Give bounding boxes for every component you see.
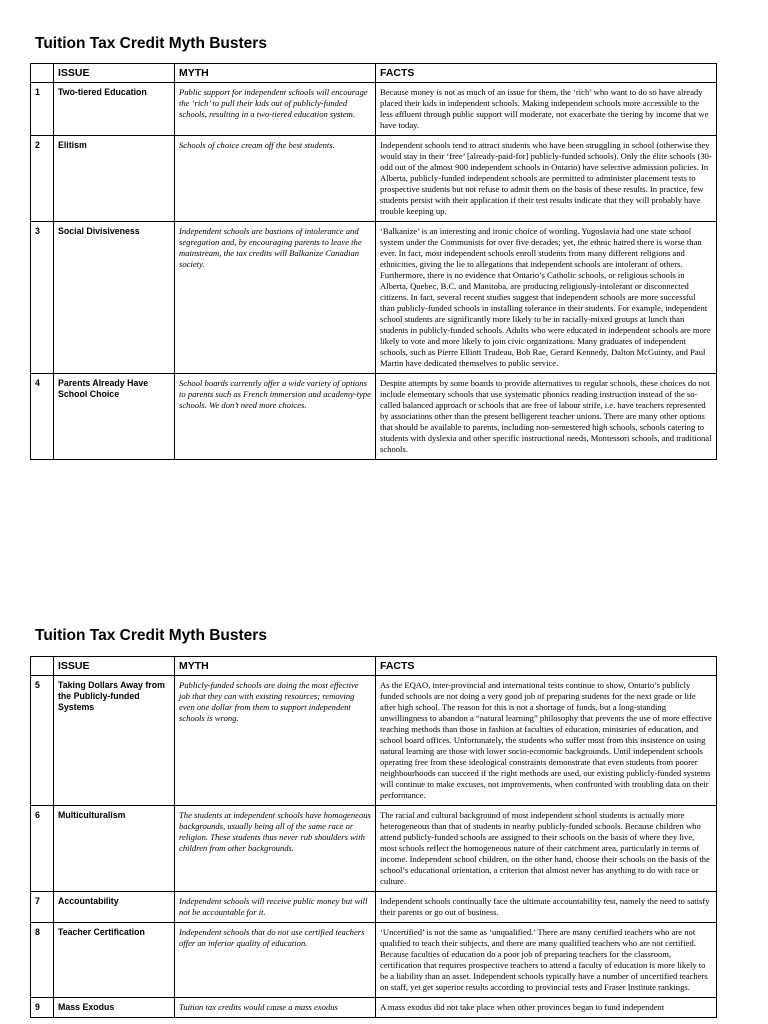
- issue-cell: Multiculturalism: [54, 806, 175, 892]
- facts-cell: Independent schools continually face the ultimate accountability test, namely the need to satisfy their parents or go out of business.: [376, 892, 717, 923]
- row-number: 6: [31, 806, 54, 892]
- issue-cell: Taking Dollars Away from the Publicly-funded Systems: [54, 676, 175, 806]
- myth-cell: Public support for independent schools will encourage the ‘rich’ to pull their kids out of publicly-funded schools, resulting in a two-tiered education system.: [175, 83, 376, 136]
- facts-cell: ‘Balkanize’ is an interesting and ironic choice of wording. Yugoslavia had one state school system under the Communists for over five decades; yet, the ethnic hatred there is worse than ever. In fact, most independent schools enroll students from many different religions and ethnicities, giving the lie to allegations that independent schools are intolerant of others. Furthermore, there is no evidence that Ontario’s Catholic schools, or religious schools in Alberta, Quebec, B.C. and Manitoba, are producing religiously-intolerant or disconnected citizens. In fact, several recent studies suggest that independent schools are more successful than publicly-funded schools in installing tolerance in their students. For example, independent school students are significantly more likely to be in racially-mixed groups at lunch than students in publicly-funded schools. Adults who were educated in independent schools are more likely to vote and more likely to join civic organizations. Many graduates of independent schools, such as Pierre Elliott Trudeau, Bob Rae, Gerard Kennedy, Dalton McGuinty, and Paul Martin have dedicated themselves to public service.: [376, 222, 717, 374]
- row-number: 5: [31, 676, 54, 806]
- myth-cell: School boards currently offer a wide variety of options to parents such as French immersion and academy-type schools. We don’t need more choices.: [175, 374, 376, 460]
- table-header-row: [31, 657, 717, 676]
- table-header-row: [31, 64, 717, 83]
- table-row: [31, 892, 717, 923]
- facts-cell: Independent schools tend to attract students who have been struggling in school (otherwise they would stay in their ‘free’ [already-paid-for] publicly-funded schools). Only the élite schools (30-odd out of the almost 900 independent schools in Ontario) have selective admission policies. In Alberta, publicly-funded independent schools are permitted to administer placement tests to prospective students but not refuse to admit them on the basis of these results. In practice, few students persist with their application if their test results indicate that they will probably have trouble keeping up.: [376, 136, 717, 222]
- table-row: [31, 374, 717, 460]
- issue-cell: Mass Exodus: [54, 998, 175, 1018]
- facts-cell: Despite attempts by some boards to provide alternatives to regular schools, these choices do not include elementary schools that use systematic phonics reading instruction instead of the so-called balanced approach or schools that are free of labour strife, i.e. have teachers represented by associations other than the present belligerent teacher unions. There are many other options that should be available to parents, including non-semestered high schools, schools catering to students with dyslexia and other specific instructional needs, Montessori schools, and traditional schools.: [376, 374, 717, 460]
- table-row: [31, 222, 717, 374]
- header-facts: FACTS: [376, 64, 717, 83]
- header-facts: FACTS: [376, 657, 717, 676]
- myth-cell: Schools of choice cream off the best students.: [175, 136, 376, 222]
- facts-cell: Because money is not as much of an issue for them, the ‘rich’ who want to do so have already placed their kids in independent schools. Making independent schools more accessible to the less affluent through public support will moderate, not exacerbate the tiering by income that we have today.: [376, 83, 717, 136]
- page-title: Tuition Tax Credit Myth Busters: [35, 627, 267, 644]
- row-number: 2: [31, 136, 54, 222]
- row-number: 1: [31, 83, 54, 136]
- header-number: [31, 64, 54, 83]
- table-row: [31, 923, 717, 998]
- myth-cell: Independent schools will receive public money but will not be accountable for it.: [175, 892, 376, 923]
- row-number: 3: [31, 222, 54, 374]
- myth-cell: Independent schools are bastions of intolerance and segregation and, by encouraging parents to leave the mainstream, the tax credits will Balkanize Canadian society.: [175, 222, 376, 374]
- myth-busters-table: [30, 63, 717, 460]
- facts-cell: The racial and cultural background of most independent school students is actually more heterogeneous than that of students in nearby publicly-funded schools. Because children who attend publicly-funded schools are assigned to their schools on the basis of where they live, most schools reflect the homogeneous nature of their catchment area, particularly in terms of income. Independent school children, on the other hand, choose their schools on the basis of the school’s educational orientation, a criterion that almost never has anything to do with race or culture.: [376, 806, 717, 892]
- table-row: [31, 83, 717, 136]
- table-row: [31, 136, 717, 222]
- header-myth: MYTH: [175, 64, 376, 83]
- myth-cell: Tuition tax credits would cause a mass exodus: [175, 998, 376, 1018]
- table-row: [31, 998, 717, 1018]
- header-myth: MYTH: [175, 657, 376, 676]
- header-issue: ISSUE: [54, 64, 175, 83]
- myth-cell: Independent schools that do not use certified teachers offer an inferior quality of education.: [175, 923, 376, 998]
- facts-cell: A mass exodus did not take place when other provinces began to fund independent: [376, 998, 717, 1018]
- myth-cell: The students at independent schools have homogeneous backgrounds, usually being all of the same race or religion. These students thus never rub shoulders with children from other backgrounds.: [175, 806, 376, 892]
- page-title: Tuition Tax Credit Myth Busters: [35, 35, 267, 52]
- issue-cell: Teacher Certification: [54, 923, 175, 998]
- row-number: 4: [31, 374, 54, 460]
- header-number: [31, 657, 54, 676]
- table-row: [31, 806, 717, 892]
- facts-cell: ‘Uncertified’ is not the same as ‘unqualified.’ There are many certified teachers who are not qualified to teach their subjects, and there are many qualified teachers who are not certified. Because faculties of education do a poor job of preparing teachers for the classroom, certification that requires prospective teachers to attend a faculty of education is more likely to be a liability than an asset. Independent schools typically have a number of uncertified teachers on staff, yet get superior results according to provincial tests and Fraser Institute rankings.: [376, 923, 717, 998]
- myth-busters-table: [30, 656, 717, 1018]
- issue-cell: Elitism: [54, 136, 175, 222]
- row-number: 8: [31, 923, 54, 998]
- facts-cell: As the EQAO, inter-provincial and international tests continue to show, Ontario’s publicly funded schools are not doing a very good job of preparing students for the next grade or life after high school. The reason for this is not a shortage of funds, but a long-standing unwillingness to abandon a “natural learning” philosophy that prevents the use of more effective teaching methods than those in fashion at faculties of education, ministries of education, and school board offices. Unfortunately, the students who suffer most from this insistence on using natural learning are those with lower socio-economic backgrounds. Until independent schools operating free from these ideological constraints demonstrate that even students from poorer neighbourhoods can succeed if the right methods are used, our existing publicly-funded systems will continue to make excuses, not improvements, when confronted with troubling data on their performance.: [376, 676, 717, 806]
- issue-cell: Parents Already Have School Choice: [54, 374, 175, 460]
- issue-cell: Two-tiered Education: [54, 83, 175, 136]
- myth-cell: Publicly-funded schools are doing the most effective job that they can with existing resources; removing even one dollar from them to support independent schools is wrong.: [175, 676, 376, 806]
- header-issue: ISSUE: [54, 657, 175, 676]
- issue-cell: Accountability: [54, 892, 175, 923]
- row-number: 7: [31, 892, 54, 923]
- row-number: 9: [31, 998, 54, 1018]
- table-row: [31, 676, 717, 806]
- issue-cell: Social Divisiveness: [54, 222, 175, 374]
